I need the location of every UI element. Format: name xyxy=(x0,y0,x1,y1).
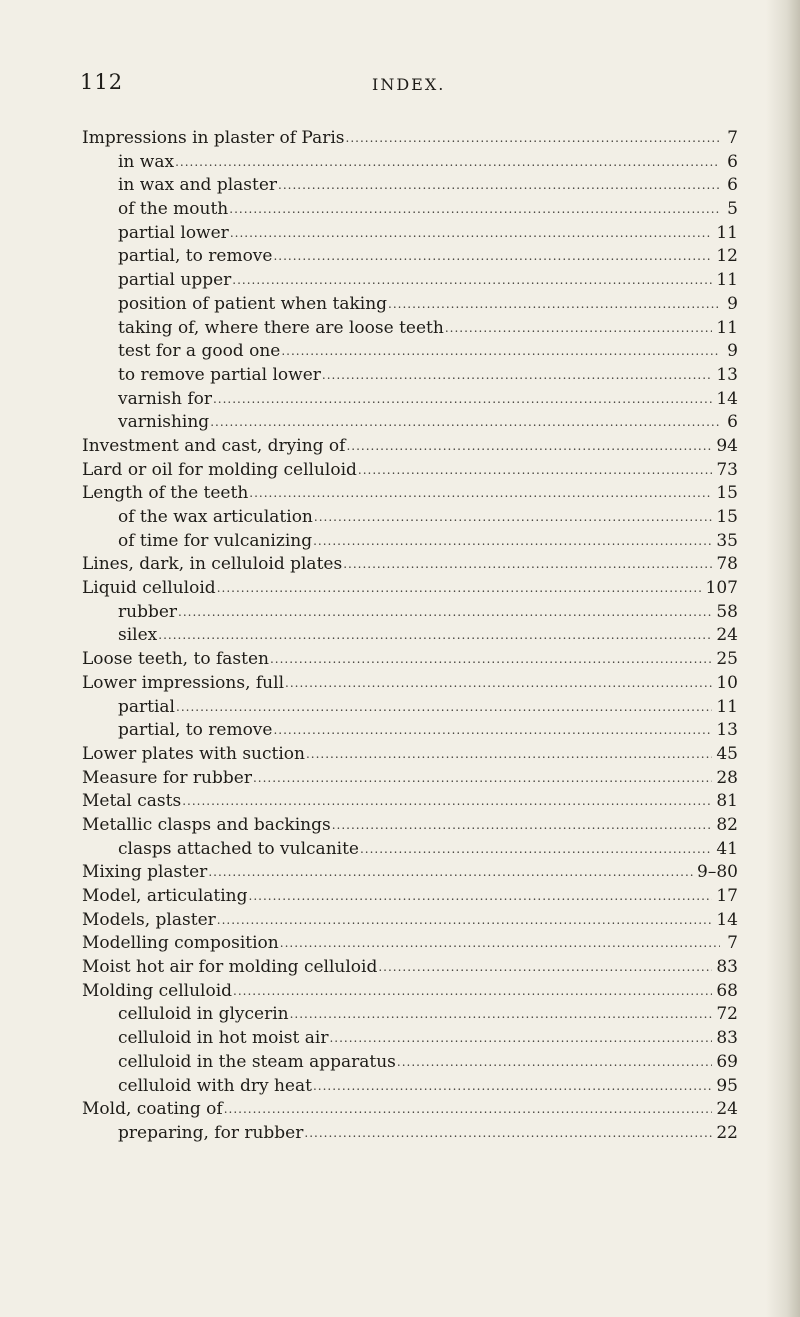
dot-leader xyxy=(210,411,720,435)
entry-text: in wax and plaster xyxy=(118,175,278,196)
dot-leader xyxy=(329,1027,712,1051)
entry-page-ref: 94 xyxy=(716,435,738,456)
entry-text: Modelling composition xyxy=(82,933,279,954)
entry-page-ref: 9 xyxy=(727,293,738,314)
index-entry xyxy=(82,790,738,814)
entry-text: silex xyxy=(118,625,158,646)
entry-page-ref: 11 xyxy=(716,317,738,338)
dot-leader xyxy=(306,743,712,767)
dot-leader xyxy=(217,909,713,933)
entry-page-ref: 107 xyxy=(705,578,738,599)
entry-text: Loose teeth, to fasten xyxy=(82,649,269,670)
entry-text: partial upper xyxy=(118,270,232,291)
dot-leader xyxy=(346,435,712,459)
index-subentry xyxy=(82,364,738,388)
index-entry xyxy=(82,980,738,1004)
entry-page-ref: 12 xyxy=(716,246,738,267)
entry-text: Metallic clasps and backings xyxy=(82,814,331,835)
entry-page-ref: 7 xyxy=(727,933,738,954)
dot-leader xyxy=(360,838,712,862)
entry-text: celluloid with dry heat xyxy=(118,1075,312,1096)
index-subentry xyxy=(82,696,738,720)
entry-text: Measure for rubber xyxy=(82,767,252,788)
entry-text: test for a good one xyxy=(118,341,281,362)
dot-leader xyxy=(378,956,712,980)
entry-text: to remove partial lower xyxy=(118,364,321,385)
entry-text: in wax xyxy=(118,151,175,172)
index-subentry xyxy=(82,530,738,554)
entry-page-ref: 45 xyxy=(716,743,738,764)
entry-text: rubber xyxy=(118,601,178,622)
index-subentry xyxy=(82,719,738,743)
page-header xyxy=(80,70,740,100)
index-entry xyxy=(82,459,738,483)
entry-text: clasps attached to vulcanite xyxy=(118,838,359,859)
entry-text: varnish for xyxy=(118,388,212,409)
index-entry xyxy=(82,861,738,885)
dot-leader xyxy=(346,127,720,151)
dot-leader xyxy=(224,1098,713,1122)
index-subentry xyxy=(82,1122,738,1146)
index-subentry xyxy=(82,340,738,364)
dot-leader xyxy=(445,317,713,341)
dot-leader xyxy=(313,530,712,554)
index-subentry xyxy=(82,174,738,198)
entry-text: Metal casts xyxy=(82,791,182,812)
dot-leader xyxy=(217,577,702,601)
index-subentry xyxy=(82,411,738,435)
entry-text: celluloid in glycerin xyxy=(118,1004,289,1025)
entry-page-ref: 11 xyxy=(716,270,738,291)
entry-text: of time for vulcanizing xyxy=(118,530,313,551)
index-subentry xyxy=(82,1003,738,1027)
index-subentry xyxy=(82,317,738,341)
entry-text: Molding celluloid xyxy=(82,980,233,1001)
entry-text: celluloid in the steam apparatus xyxy=(118,1051,396,1072)
dot-leader xyxy=(232,269,712,293)
dot-leader xyxy=(343,553,712,577)
entry-page-ref: 13 xyxy=(716,364,738,385)
entry-page-ref: 11 xyxy=(716,696,738,717)
entry-text: varnishing xyxy=(118,412,210,433)
entry-page-ref: 72 xyxy=(716,1004,738,1025)
entry-text: Investment and cast, drying of xyxy=(82,435,346,456)
dot-leader xyxy=(290,1003,713,1027)
running-head: INDEX. xyxy=(372,75,446,94)
entry-page-ref: 58 xyxy=(716,601,738,622)
dot-leader xyxy=(285,672,712,696)
entry-text: Mixing plaster xyxy=(82,862,208,883)
entry-text: of the mouth xyxy=(118,199,229,220)
dot-leader xyxy=(280,932,720,956)
entry-text: taking of, where there are loose teeth xyxy=(118,317,444,338)
entry-text: Liquid celluloid xyxy=(82,578,216,599)
dot-leader xyxy=(249,482,712,506)
entry-text: Lower plates with suction xyxy=(82,743,305,764)
dot-leader xyxy=(175,151,720,175)
entry-page-ref: 15 xyxy=(716,483,738,504)
entry-page-ref: 17 xyxy=(716,886,738,906)
index-subentry xyxy=(82,1075,738,1099)
index-subentry xyxy=(82,198,738,222)
index-subentry xyxy=(82,245,738,269)
entry-page-ref: 82 xyxy=(716,814,738,835)
entry-page-ref: 5 xyxy=(727,199,738,220)
index-entry xyxy=(82,435,738,459)
dot-leader xyxy=(281,340,720,364)
index-entry xyxy=(82,909,738,933)
dot-leader xyxy=(388,293,720,317)
entry-page-ref: 95 xyxy=(716,1075,738,1096)
dot-leader xyxy=(233,980,712,1004)
entry-page-ref: 73 xyxy=(716,459,738,480)
dot-leader xyxy=(304,1122,712,1146)
index-entry xyxy=(82,743,738,767)
index-subentry xyxy=(82,624,738,648)
entry-text: Models, plaster xyxy=(82,909,216,930)
dot-leader xyxy=(273,245,712,269)
dot-leader xyxy=(249,885,713,909)
entry-page-ref: 13 xyxy=(716,720,738,741)
dot-leader xyxy=(229,198,720,222)
entry-page-ref: 10 xyxy=(716,672,738,693)
entry-page-ref: 6 xyxy=(727,175,738,196)
dot-leader xyxy=(313,1075,712,1099)
entry-page-ref: 6 xyxy=(727,412,738,433)
index-entry xyxy=(82,767,738,791)
entry-page-ref: 9–80 xyxy=(697,862,738,883)
entry-text: celluloid in hot moist air xyxy=(118,1028,329,1049)
entry-text: Model, articulating xyxy=(82,886,248,906)
entry-page-ref: 81 xyxy=(716,791,738,812)
entry-page-ref: 14 xyxy=(716,388,738,409)
dot-leader xyxy=(230,222,713,246)
entry-text: Lines, dark, in celluloid plates xyxy=(82,554,343,575)
entry-page-ref: 11 xyxy=(716,222,738,243)
entry-text: partial lower xyxy=(118,222,229,243)
entry-page-ref: 9 xyxy=(727,341,738,362)
entry-page-ref: 83 xyxy=(716,1028,738,1049)
entry-text: Lard or oil for molding celluloid xyxy=(82,459,357,480)
dot-leader xyxy=(182,790,712,814)
entry-text: Length of the teeth xyxy=(82,483,249,504)
entry-text: Moist hot air for molding celluloid xyxy=(82,957,378,978)
entry-text: preparing, for rubber xyxy=(118,1122,304,1143)
index-subentry xyxy=(82,388,738,412)
entry-page-ref: 68 xyxy=(716,980,738,1001)
dot-leader xyxy=(314,506,712,530)
entry-page-ref: 7 xyxy=(727,128,738,148)
index-entry xyxy=(82,482,738,506)
index-list xyxy=(82,127,738,1146)
entry-page-ref: 83 xyxy=(716,957,738,978)
index-subentry xyxy=(82,838,738,862)
dot-leader xyxy=(213,388,712,412)
entry-text: of the wax articulation xyxy=(118,507,313,527)
index-entry xyxy=(82,553,738,577)
dot-leader xyxy=(322,364,712,388)
index-subentry xyxy=(82,1027,738,1051)
index-subentry xyxy=(82,269,738,293)
index-subentry xyxy=(82,222,738,246)
dot-leader xyxy=(332,814,713,838)
entry-page-ref: 35 xyxy=(716,530,738,551)
entry-text: Mold, coating of xyxy=(82,1099,223,1120)
dot-leader xyxy=(158,624,712,648)
index-entry xyxy=(82,127,738,151)
index-entry xyxy=(82,577,738,601)
dot-leader xyxy=(178,601,712,625)
dot-leader xyxy=(270,648,712,672)
index-entry xyxy=(82,814,738,838)
entry-page-ref: 41 xyxy=(716,838,738,859)
dot-leader xyxy=(358,459,712,483)
entry-page-ref: 28 xyxy=(716,767,738,788)
entry-page-ref: 24 xyxy=(716,1099,738,1120)
dot-leader xyxy=(397,1051,712,1075)
dot-leader xyxy=(208,861,693,885)
dot-leader xyxy=(278,174,720,198)
index-subentry xyxy=(82,506,738,530)
index-subentry xyxy=(82,151,738,175)
entry-text: position of patient when taking xyxy=(118,293,388,314)
entry-page-ref: 69 xyxy=(716,1051,738,1072)
index-entry xyxy=(82,648,738,672)
page-number: 112 xyxy=(80,70,124,94)
index-subentry xyxy=(82,601,738,625)
index-entry xyxy=(82,956,738,980)
entry-text: partial, to remove xyxy=(118,246,273,267)
entry-page-ref: 22 xyxy=(716,1122,738,1143)
entry-page-ref: 14 xyxy=(716,909,738,930)
index-subentry xyxy=(82,293,738,317)
entry-page-ref: 24 xyxy=(716,625,738,646)
entry-text: Lower impressions, full xyxy=(82,672,285,693)
entry-text: partial, to remove xyxy=(118,720,273,741)
dot-leader xyxy=(253,767,712,791)
index-entry xyxy=(82,1098,738,1122)
dot-leader xyxy=(273,719,712,743)
index-subentry xyxy=(82,1051,738,1075)
entry-text: partial xyxy=(118,696,175,717)
page-edge-shadow xyxy=(766,0,800,1317)
entry-page-ref: 15 xyxy=(716,507,738,527)
entry-page-ref: 78 xyxy=(716,554,738,575)
index-entry xyxy=(82,932,738,956)
index-entry xyxy=(82,672,738,696)
dot-leader xyxy=(176,696,712,720)
entry-page-ref: 6 xyxy=(727,151,738,172)
entry-text: Impressions in plaster of Paris xyxy=(82,128,345,148)
index-entry xyxy=(82,885,738,909)
entry-page-ref: 25 xyxy=(716,649,738,670)
